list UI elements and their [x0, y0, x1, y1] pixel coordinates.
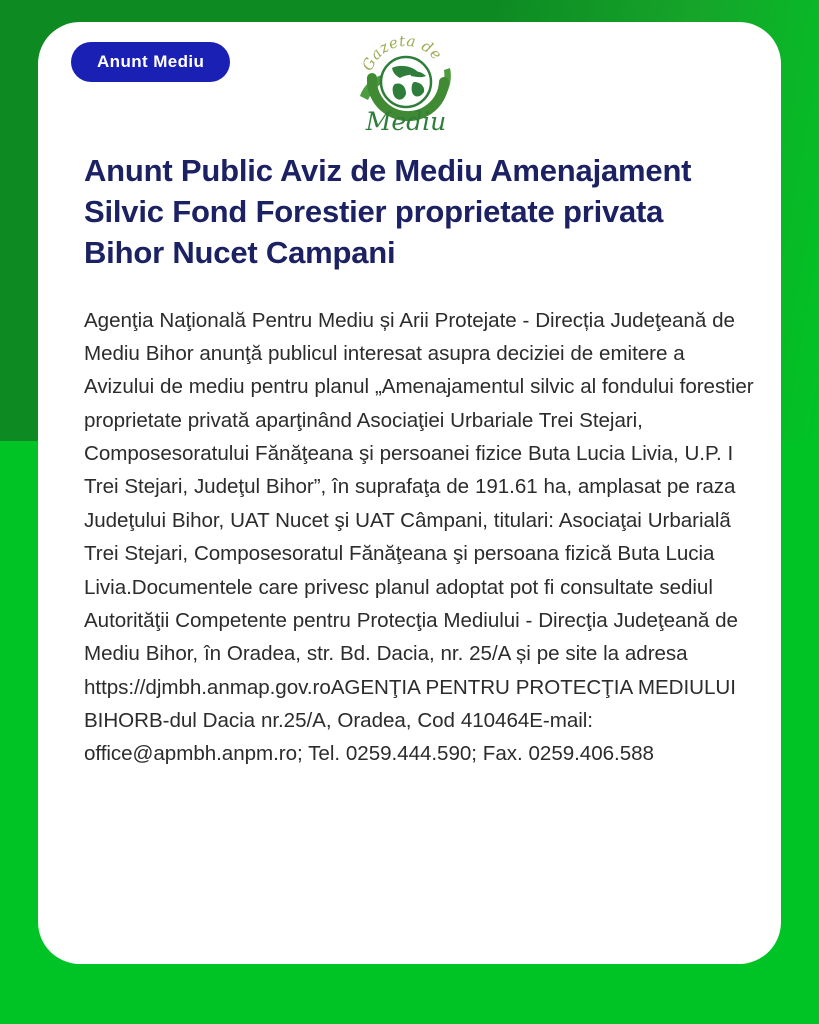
announcement-card: [38, 22, 781, 964]
gazeta-de-mediu-logo: [350, 26, 462, 138]
category-badge[interactable]: Anunt Mediu: [71, 42, 230, 82]
svg-text:Gazeta de: Gazeta de: [358, 31, 446, 74]
svg-text:Mediu: Mediu: [365, 107, 447, 136]
page-title: Anunt Public Aviz de Mediu Amenajament Silvic Fond Forestier proprietate privata Bihor Nucet Campani: [84, 153, 692, 271]
card-header: [38, 22, 781, 140]
announcement-body-text: Agenţia Naţională Pentru Mediu și Arii Protejate - Direcția Judeţeană de Mediu Bihor anunţă publicul interesat asupra deciziei de emitere a Avizului de mediu pentru planul „Amenajamentul silvic al fondului forestier proprietate privată aparţinând Asociaţiei Urbariale Trei Stejari, Composesoratului Fănăţeana şi persoanei fizice Buta Lucia Livia, U.P. I Trei Stejari, Judeţul Bihor”, în suprafaţa de 191.61 ha, amplasat pe raza Judeţului Bihor, UAT Nucet şi UAT Câmpani, titulari: Asociaţai Urbarialã Trei Stejari, Composesoratul Fănăţeana şi persoana fizică Buta Lucia Livia.Documentele care privesc planul adoptat pot fi consultate sediul Autorităţii Competente pentru Protecţia Mediului - Direcţia Judeţeană de Mediu Bihor, în Oradea, str. Bd. Dacia, nr. 25/A și pe site la adresa https://djmbh.anmap.gov.roAGENŢIA PENTRU PROTECŢIA MEDIULUI BIHORB-dul Dacia nr.25/A, Oradea, Cod 410464E-mail: office@apmbh.anpm.ro; Tel. 0259.444.590; Fax. 0259.406.588: [84, 308, 754, 766]
